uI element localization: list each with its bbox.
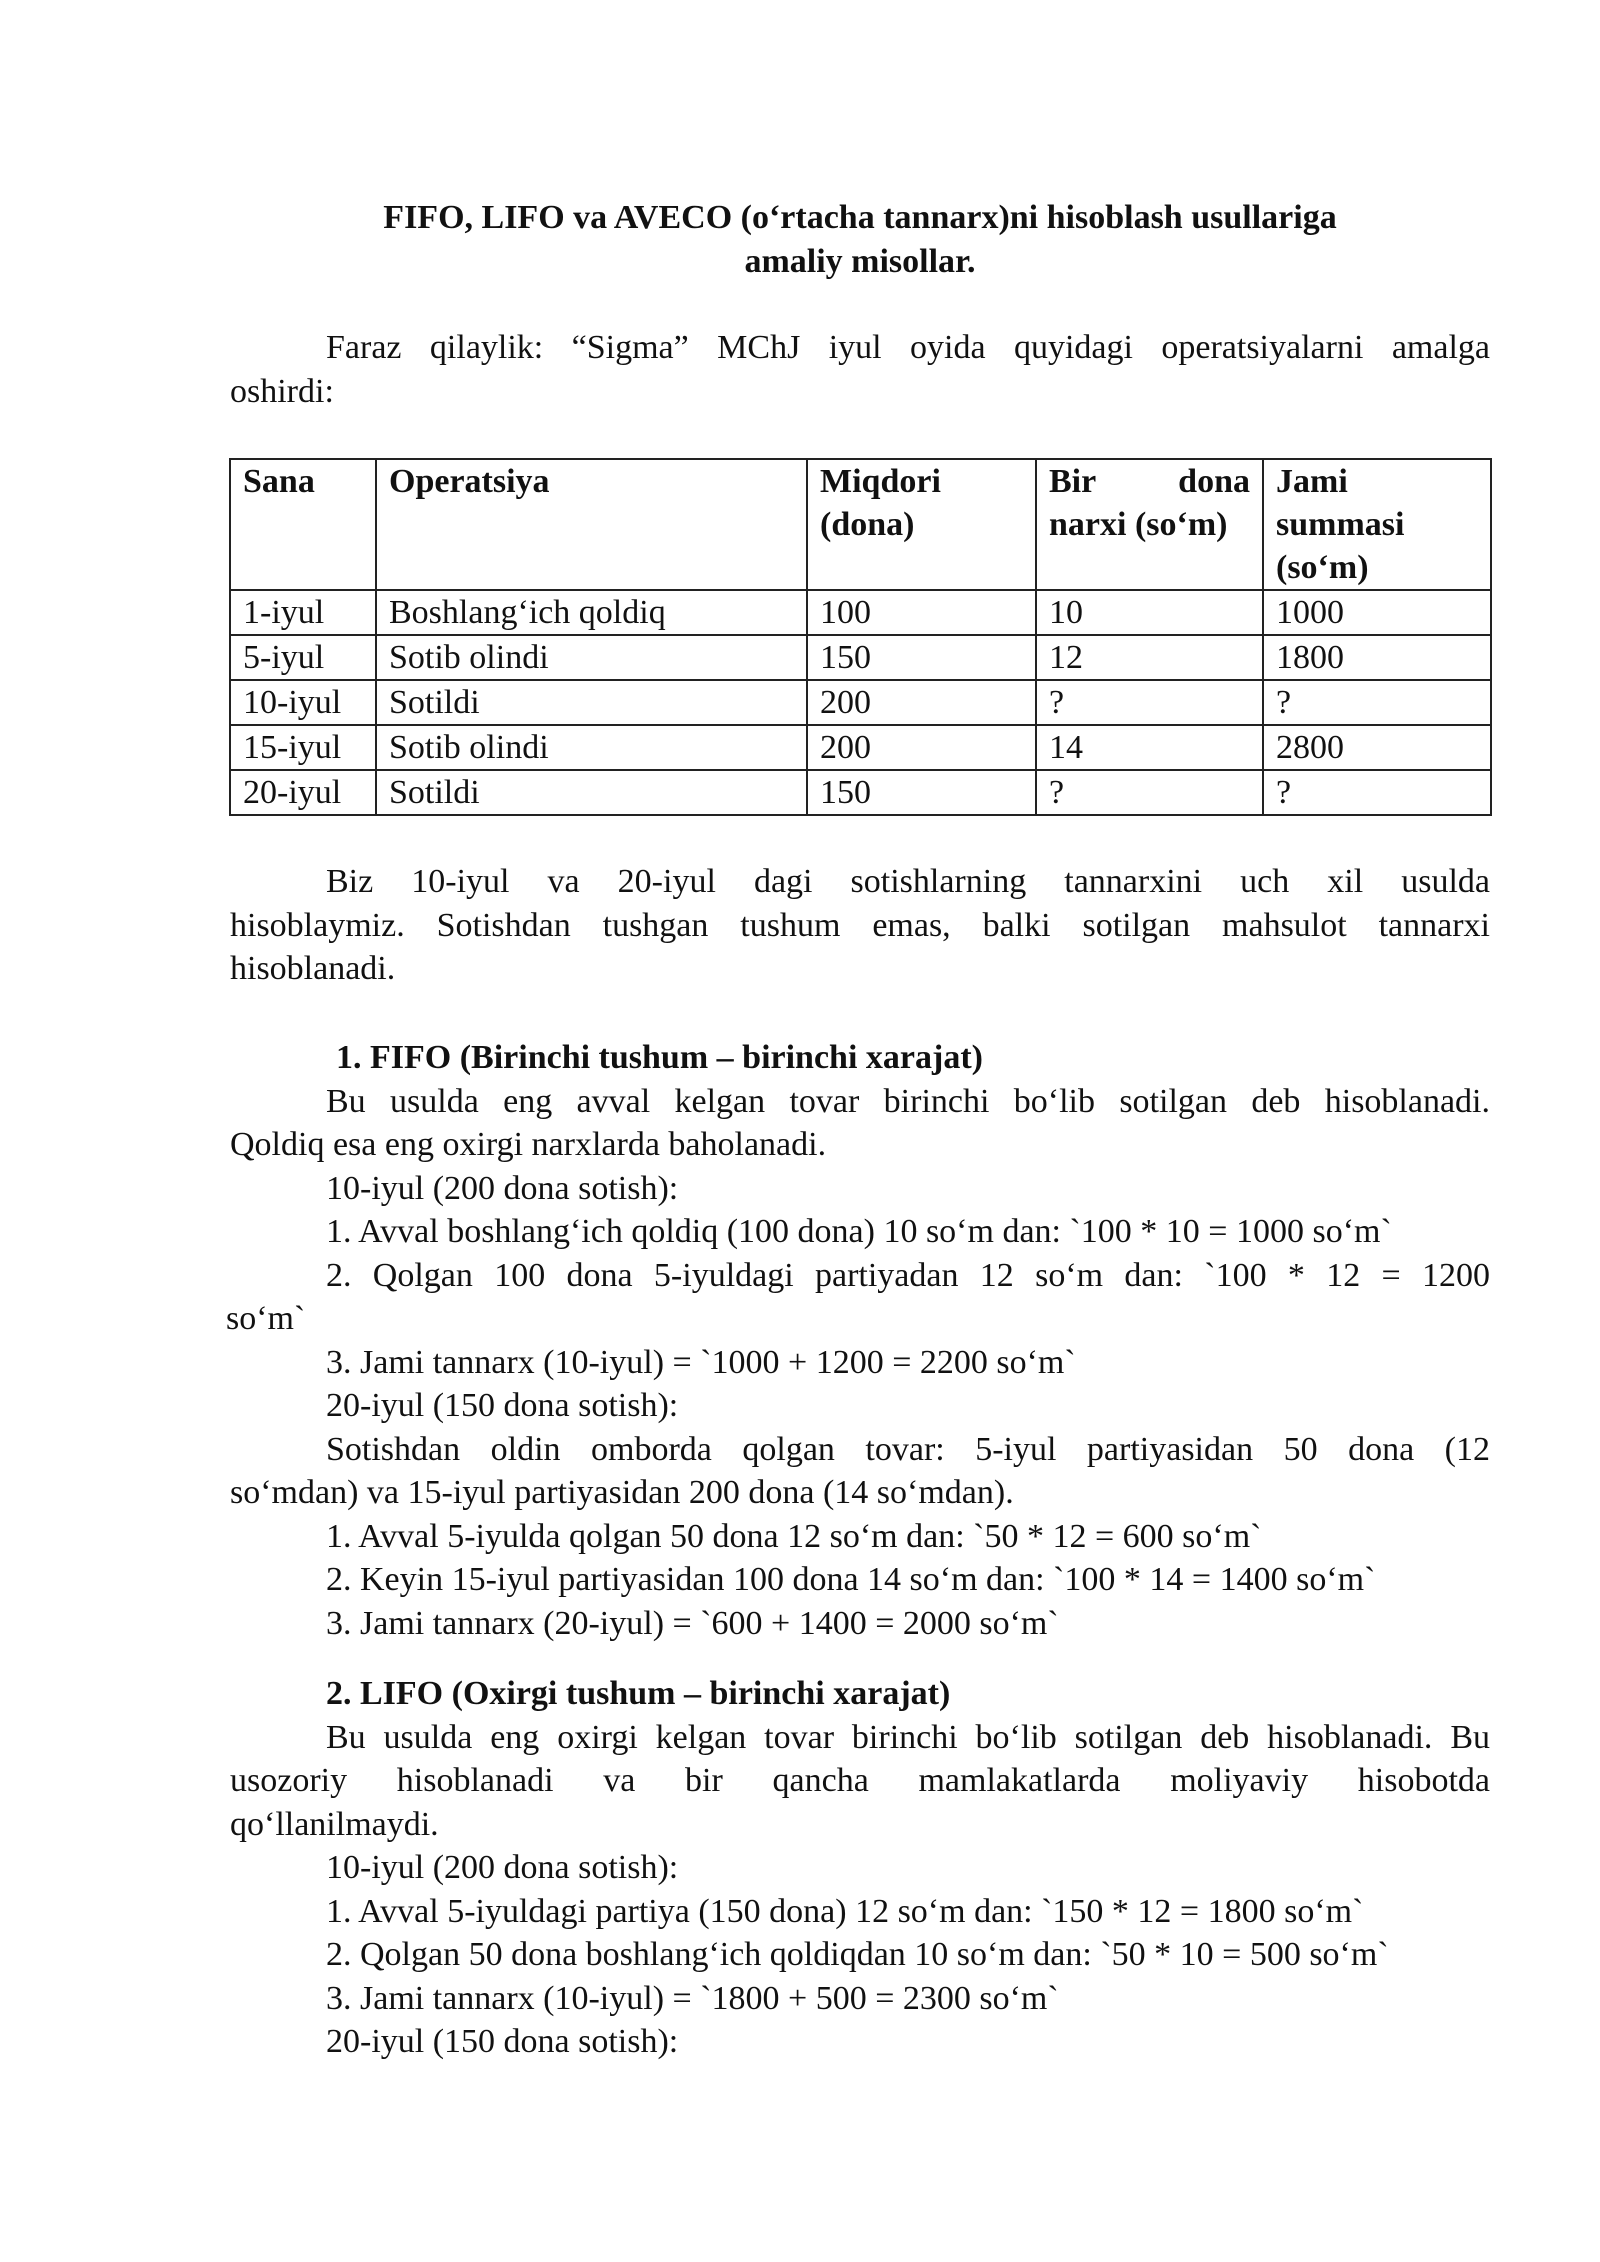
fifo-s2-step-2: 2. Keyin 15-iyul partiyasidan 100 dona 14 so‘m dan: `100 * 14 = 1400 so‘m` — [326, 1561, 1376, 1598]
lifo-s1-step-2: 2. Qolgan 50 dona boshlang‘ich qoldiqdan 10 so‘m dan: `50 * 10 = 500 so‘m` — [326, 1936, 1389, 1973]
para2-line-2: hisoblaymiz. Sotishdan tushgan tushum emas, balki sotilgan mahsulot tannarxi — [230, 906, 1490, 944]
page-title — [230, 196, 1490, 284]
fifo-s1-step-2a: 2. Qolgan 100 dona 5-iyuldagi partiyadan 12 so‘m dan: `100 * 12 = 1200 — [326, 1256, 1490, 1294]
intro-paragraph — [230, 326, 1490, 413]
cell-operatsiya: Boshlang‘ich qoldiq — [376, 590, 807, 635]
table-row — [230, 590, 1491, 635]
cell-jami: 2800 — [1263, 725, 1491, 770]
fifo-s2-para-1: Sotishdan oldin omborda qolgan tovar: 5-iyul partiyasidan 50 dona (12 — [326, 1430, 1490, 1468]
cell-narxi: ? — [1036, 770, 1263, 815]
cell-operatsiya: Sotildi — [376, 770, 807, 815]
header-bir-dona-narxi: Bir dona narxi (so‘m) — [1036, 459, 1263, 590]
fifo-s2-para-2: so‘mdan) va 15-iyul partiyasidan 200 dona (14 so‘mdan). — [230, 1474, 1014, 1511]
fifo-s1-step-1: 1. Avval boshlang‘ich qoldiq (100 dona) 10 so‘m dan: `100 * 10 = 1000 so‘m` — [326, 1213, 1392, 1250]
title-line-2: amaliy misollar. — [744, 243, 976, 280]
cell-sana: 1-iyul — [230, 590, 376, 635]
header-sana: Sana — [230, 459, 376, 590]
cell-jami: 1800 — [1263, 635, 1491, 680]
operations-table — [229, 458, 1492, 816]
cell-narxi: 14 — [1036, 725, 1263, 770]
header-jami-summasi: Jami summasi (so‘m) — [1263, 459, 1491, 590]
lifo-s1-step-1: 1. Avval 5-iyuldagi partiya (150 dona) 12 so‘m dan: `150 * 12 = 1800 so‘m` — [326, 1892, 1364, 1930]
fifo-heading: 1. FIFO (Birinchi tushum – birinchi xarajat) — [336, 1039, 983, 1076]
lifo-desc-line-3: qo‘llanilmaydi. — [230, 1805, 439, 1843]
title-line-1: FIFO, LIFO va AVECO (o‘rtacha tannarx)ni hisoblash usullariga — [383, 199, 1337, 236]
cell-operatsiya: Sotildi — [376, 680, 807, 725]
cell-operatsiya: Sotib olindi — [376, 725, 807, 770]
table-row — [230, 770, 1491, 815]
cell-sana: 20-iyul — [230, 770, 376, 815]
table-row — [230, 635, 1491, 680]
intro-line-2: oshirdi: — [230, 372, 334, 410]
cell-jami: 1000 — [1263, 590, 1491, 635]
cell-sana: 5-iyul — [230, 635, 376, 680]
table-row — [230, 680, 1491, 725]
header-miqdori: Miqdori (dona) — [807, 459, 1036, 590]
para2-line-3: hisoblanadi. — [230, 950, 396, 987]
fifo-desc-line-2: Qoldiq esa eng oxirgi narxlarda baholanadi. — [230, 1126, 827, 1163]
cell-sana: 15-iyul — [230, 725, 376, 770]
method-intro-paragraph — [230, 860, 1490, 991]
fifo-s1-title: 10-iyul (200 dona sotish): — [326, 1169, 679, 1207]
cell-sana: 10-iyul — [230, 680, 376, 725]
header-operatsiya: Operatsiya — [376, 459, 807, 590]
fifo-s1-step-2b: so‘m` — [226, 1300, 306, 1337]
fifo-s2-step-3: 3. Jami tannarx (20-iyul) = `600 + 1400 = 2000 so‘m` — [326, 1604, 1059, 1642]
cell-miqdori: 200 — [807, 725, 1036, 770]
cell-narxi: ? — [1036, 680, 1263, 725]
fifo-s2-title: 20-iyul (150 dona sotish): — [326, 1387, 679, 1424]
fifo-s2-step-1: 1. Avval 5-iyulda qolgan 50 dona 12 so‘m dan: `50 * 12 = 600 so‘m` — [326, 1517, 1262, 1555]
cell-jami: ? — [1263, 770, 1491, 815]
cell-miqdori: 200 — [807, 680, 1036, 725]
lifo-s1-step-3: 3. Jami tannarx (10-iyul) = `1800 + 500 = 2300 so‘m` — [326, 1979, 1059, 2017]
lifo-desc-line-1: Bu usulda eng oxirgi kelgan tovar birinchi bo‘lib sotilgan deb hisoblanadi. Bu — [326, 1718, 1490, 1756]
table-row — [230, 725, 1491, 770]
para2-line-1: Biz 10-iyul va 20-iyul dagi sotishlarning tannarxini uch xil usulda — [326, 863, 1490, 900]
cell-miqdori: 150 — [807, 635, 1036, 680]
lifo-s1-title: 10-iyul (200 dona sotish): — [326, 1849, 679, 1886]
table-header-row — [230, 459, 1491, 590]
cell-operatsiya: Sotib olindi — [376, 635, 807, 680]
fifo-s1-step-3: 3. Jami tannarx (10-iyul) = `1000 + 1200 = 2200 so‘m` — [326, 1343, 1076, 1381]
lifo-heading: 2. LIFO (Oxirgi tushum – birinchi xarajat) — [326, 1675, 951, 1712]
cell-narxi: 12 — [1036, 635, 1263, 680]
intro-line-1: Faraz qilaylik: “Sigma” MChJ iyul oyida quyidagi operatsiyalarni amalga — [326, 329, 1490, 366]
lifo-s2-title: 20-iyul (150 dona sotish): — [326, 2023, 679, 2060]
lifo-desc-line-2: usozoriy hisoblanadi va bir qancha mamlakatlarda moliyaviy hisobotda — [230, 1762, 1490, 1799]
fifo-section — [226, 1036, 1490, 1645]
cell-miqdori: 100 — [807, 590, 1036, 635]
fifo-desc-line-1: Bu usulda eng avval kelgan tovar birinchi bo‘lib sotilgan deb hisoblanadi. — [326, 1082, 1490, 1120]
cell-narxi: 10 — [1036, 590, 1263, 635]
cell-miqdori: 150 — [807, 770, 1036, 815]
lifo-section — [230, 1672, 1490, 2064]
cell-jami: ? — [1263, 680, 1491, 725]
